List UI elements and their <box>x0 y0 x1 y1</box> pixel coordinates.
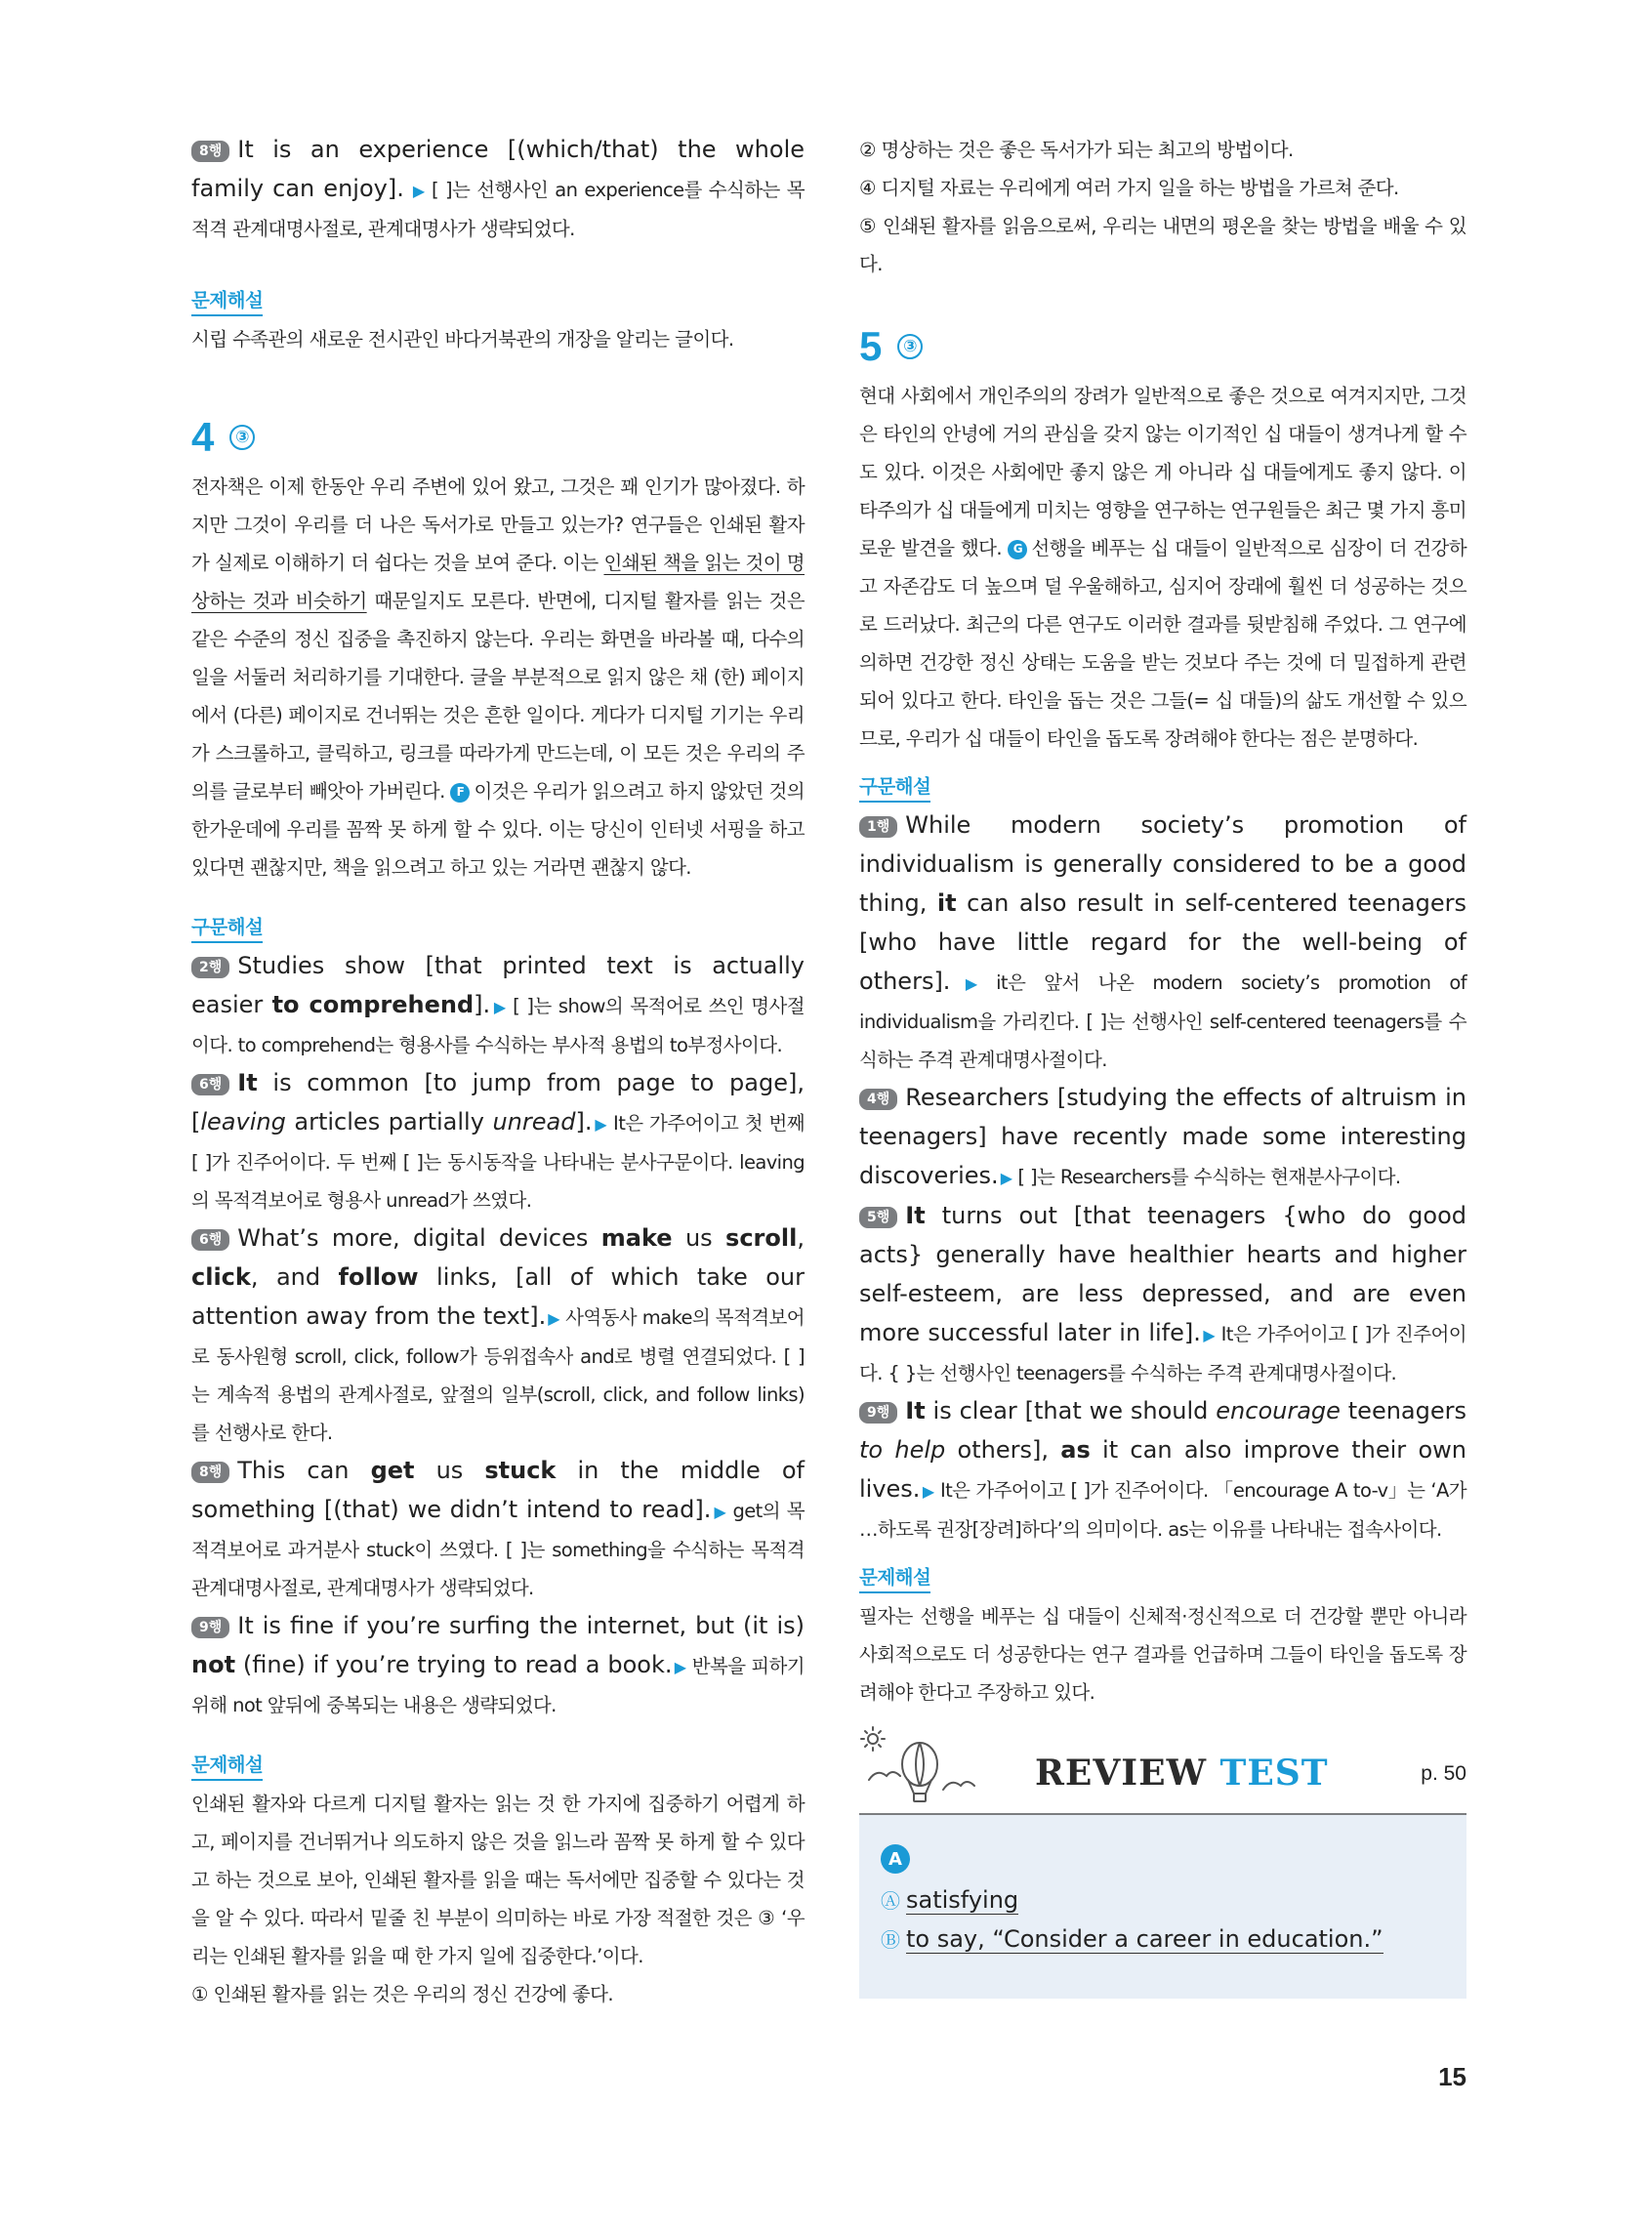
translation-paragraph <box>859 377 1466 758</box>
syntax-english: us <box>672 1224 726 1252</box>
arrow-icon: ▶ <box>674 1658 686 1676</box>
syntax-bold: make <box>600 1224 673 1252</box>
syntax-bold: it <box>936 889 957 917</box>
line-tag: 6행 <box>191 1229 229 1251</box>
syntax-item <box>859 1079 1466 1197</box>
section-title: 문제해설 <box>191 1752 263 1781</box>
left-column <box>191 131 805 2013</box>
underlined-phrase: 인쇄된 책을 읽는 것이 명상하는 것과 비슷하기 <box>191 552 805 612</box>
hot-air-balloon-icon <box>859 1725 986 1809</box>
line-tag: 8행 <box>191 141 229 162</box>
syntax-bold: as <box>1060 1436 1091 1464</box>
answer-circle: ③ <box>897 334 923 359</box>
syntax-italic: encourage <box>1216 1397 1341 1424</box>
problem-text: 필자는 선행을 베푸는 십 대들이 신체적·정신적으로 더 건강할 뿐만 아니라 사회적으로도 더 성공한다는 연구 결과를 언급하며 그들이 타인을 돕도록 장려해야 한다고 주장하고 있다. <box>859 1605 1466 1704</box>
arrow-icon: ▶ <box>1000 1169 1012 1187</box>
syntax-item <box>191 1064 805 1219</box>
section-title: 문제해설 <box>859 1564 930 1593</box>
option-item: ② 명상하는 것은 좋은 독서가가 되는 최고의 방법이다. <box>859 139 1294 161</box>
arrow-icon: ▶ <box>594 1115 608 1134</box>
line-tag: 1행 <box>859 816 897 838</box>
syntax-english: is clear [that we should <box>925 1397 1217 1424</box>
review-test-header <box>859 1725 1466 1815</box>
syntax-bold: It <box>905 1397 926 1424</box>
syntax-english: turns out [that teenagers {who do good acts} generally have healthier hearts and higher self-esteem, are less depressed, and are even more successful later in life]. <box>859 1202 1466 1346</box>
syntax-english: ]. <box>575 1108 593 1135</box>
syntax-korean: [ ]는 show의 목적어로 쓰인 명사절이다. to comprehend는 형용사를 수식하는 부사적 용법의 to부정사이다. <box>191 995 805 1056</box>
review-answer-box <box>859 1815 1466 1999</box>
intro-english: It is an experience [(which/that) the whole family can enjoy]. <box>191 136 805 202</box>
syntax-item <box>191 1452 805 1607</box>
answer-value: to say, “Consider a career in education.” <box>906 1925 1384 1953</box>
syntax-english: us <box>414 1457 485 1484</box>
translation-text: 때문일지도 모른다. 반면에, 디지털 활자를 읽는 것은 같은 수준의 정신 집중을 촉진하지 않는다. 우리는 화면을 바라볼 때, 다수의 일을 서둘러 처리하기를 기대한다. 글을 부분적으로 읽지 않은 채 (한) 페이지에서 (다른) 페이지로 건너뛰는 것은 흔한 일이다. 게다가 디지털 기기는 우리가 스크롤하고, 클릭하고, 링크를 따라가게 만드는데, 이 모든 것은 우리의 주의를 글로부터 빼앗아 가버린다. <box>191 590 805 803</box>
line-tag: 9행 <box>859 1402 897 1424</box>
syntax-item <box>859 1392 1466 1548</box>
syntax-english: , and <box>250 1263 339 1291</box>
syntax-korean: It은 가주어이고 [ ]가 진주어이다. 「encourage A to-v」는 ‘A가 …하도록 권장[장려]하다’의 의미이다. as는 이유를 나타내는 접속사이다. <box>859 1479 1466 1541</box>
arrow-icon: ▶ <box>922 1482 934 1501</box>
translation-paragraph <box>191 468 805 887</box>
syntax-bold: not <box>191 1651 236 1678</box>
arrow-icon: ▶ <box>548 1309 560 1328</box>
syntax-korean: 사역동사 make의 목적격보어로 동사원형 scroll, click, follow가 등위접속사 and로 병렬 연결되었다. [ ]는 계속적 용법의 관계사절로, 앞절의 일부(scroll, click, and follow links)를 선행사로 한다. <box>191 1306 805 1444</box>
problem-text: 시립 수족관의 새로운 전시관인 바다거북관의 개장을 알리는 글이다. <box>191 328 734 351</box>
syntax-english: Studies show [that printed text is actually easier <box>191 952 805 1018</box>
translation-text: 현대 사회에서 개인주의의 장려가 일반적으로 좋은 것으로 여겨지지만, 그것은 타인의 안녕에 거의 관심을 갖지 않는 이기적인 십 대들이 생겨나게 할 수도 있다. 이것은 사회에만 좋지 않은 게 아니라 십 대들에게도 좋지 않다. 이타주의가 십 대들에게 미치는 영향을 연구하는 연구원들은 최근 몇 가지 흥미로운 발견을 했다. <box>859 385 1466 559</box>
syntax-english: While modern society’s promotion of individualism is generally considered to be a good thing, <box>859 811 1466 917</box>
section-title: 구문해설 <box>859 773 930 803</box>
syntax-item <box>191 1607 805 1724</box>
question-header <box>859 322 1466 371</box>
syntax-english: , <box>797 1224 805 1252</box>
section-title: 문제해설 <box>191 287 263 316</box>
arrow-icon: ▶ <box>952 974 991 993</box>
syntax-item <box>191 1219 805 1452</box>
badge-g: G <box>1008 540 1027 559</box>
syntax-english: What’s more, digital devices <box>237 1224 601 1252</box>
badge-f: F <box>450 783 470 803</box>
syntax-english: in the middle of something [(that) we didn’t intend to read]. <box>191 1457 805 1523</box>
syntax-english: ]. <box>474 991 491 1018</box>
line-tag: 2행 <box>191 957 229 978</box>
section-a-badge: A <box>881 1844 910 1874</box>
syntax-korean: It은 가주어이고 [ ]가 진주어이다. { }는 선행사인 teenagers를 수식하는 주격 관계대명사절이다. <box>859 1323 1467 1384</box>
syntax-english: It is fine if you’re surfing the internet, but (it is) <box>237 1612 805 1639</box>
option-item: ① 인쇄된 활자를 읽는 것은 우리의 정신 건강에 좋다. <box>191 1983 614 2005</box>
syntax-bold: get <box>370 1457 415 1484</box>
arrow-icon: ▶ <box>492 998 508 1016</box>
syntax-item <box>859 1197 1466 1392</box>
syntax-english: can also result in self-centered teenagers [who have little regard for the well-being of others]. <box>859 889 1466 995</box>
syntax-english: links, [all of which take our attention away from the text]. <box>191 1263 805 1330</box>
answer-line <box>881 1881 1445 1920</box>
answer-line <box>881 1920 1445 1960</box>
line-tag: 6행 <box>191 1074 229 1095</box>
right-column <box>859 131 1466 1999</box>
translation-text: 전자책은 이제 한동안 우리 주변에 있어 왔고, 그것은 꽤 인기가 많아졌다. 하지만 그것이 우리를 더 나은 독서가로 만들고 있는가? 연구들은 인쇄된 활자가 실제로 이해하기 더 쉽다는 것을 보여 준다. 이는 <box>191 475 805 574</box>
question-header <box>191 413 805 462</box>
answer-value: satisfying <box>906 1886 1019 1914</box>
syntax-english: articles partially <box>285 1108 493 1135</box>
line-tag: 9행 <box>191 1617 229 1638</box>
intro-syntax <box>191 131 805 248</box>
option-item: ④ 디지털 자료는 우리에게 여러 가지 일을 하는 방법을 가르쳐 준다. <box>859 177 1399 199</box>
syntax-bold: scroll <box>725 1224 798 1252</box>
syntax-english: (fine) if you’re trying to read a book. <box>235 1651 673 1678</box>
syntax-english: it can also improve their own lives. <box>859 1436 1466 1503</box>
answer-label: Ⓑ <box>881 1928 900 1952</box>
line-tag: 4행 <box>859 1089 897 1110</box>
syntax-bold: It <box>237 1069 258 1096</box>
syntax-bold: It <box>905 1202 926 1229</box>
syntax-korean: it은 앞서 나온 modern society’s promotion of individualism을 가리킨다. [ ]는 선행사인 self-centered teenagers를 수식하는 주격 관계대명사절이다. <box>859 971 1466 1071</box>
syntax-korean: get의 목적격보어로 과거분사 stuck이 쓰였다. [ ]는 something을 수식하는 목적격 관계대명사절로, 관계대명사가 생략되었다. <box>191 1500 805 1599</box>
page-number: 15 <box>1438 2062 1466 2091</box>
intro-korean: [ ]는 선행사인 an experience를 수식하는 목적격 관계대명사절로, 관계대명사가 생략되었다. <box>191 179 805 240</box>
answer-label: Ⓐ <box>881 1889 900 1913</box>
answer-circle: ③ <box>229 425 255 450</box>
syntax-english: others], <box>945 1436 1061 1464</box>
syntax-bold: to comprehend <box>271 991 475 1018</box>
syntax-bold: click <box>191 1263 251 1291</box>
question-number: 4 <box>191 414 215 460</box>
problem-text: 인쇄된 활자와 다르게 디지털 활자는 읽는 것 한 가지에 집중하기 어렵게 하고, 페이지를 건너뛰거나 의도하지 않은 것을 읽느라 꼼짝 못 하게 할 수 있다고 하는 것으로 보아, 인쇄된 활자를 읽을 때는 독서에만 집중할 수 있다는 것을 알 수 있다. 따라서 밑줄 친 부분이 의미하는 바로 가장 적절한 것은 ③ ‘우리는 인쇄된 활자를 읽을 때 한 가지 일에 집중한다.’이다. <box>191 1793 805 1967</box>
review-test-title <box>1035 1753 1329 1794</box>
syntax-korean: [ ]는 Researchers를 수식하는 현재분사구이다. <box>1017 1166 1401 1188</box>
syntax-english: is common [to jump from page to page], [ <box>191 1069 805 1135</box>
review-title-word: REVIEW <box>1035 1753 1207 1794</box>
line-tag: 5행 <box>859 1207 897 1228</box>
arrow-icon: ▶ <box>412 182 426 200</box>
translation-text: 이것은 우리가 읽으려고 하지 않았던 것의 한가운데에 우리를 꼼짝 못 하게 할 수 있다. 이는 당신이 인터넷 서핑을 하고 있다면 괜찮지만, 책을 읽으려고 하고 있는 거라면 괜찮지 않다. <box>191 780 805 879</box>
test-title-word: TEST <box>1219 1753 1329 1794</box>
arrow-icon: ▶ <box>713 1503 727 1521</box>
syntax-item <box>859 806 1466 1079</box>
translation-text: 선행을 베푸는 십 대들이 일반적으로 심장이 더 건강하고 자존감도 더 높으며 덜 우울해하고, 심지어 장래에 훨씬 더 성공하는 것으로 드러났다. 최근의 다른 연구도 이러한 결과를 뒷받침해 주었다. 그 연구에 의하면 건강한 정신 상태는 도움을 받는 것보다 주는 것에 더 밀접하게 관련되어 있다고 한다. 타인을 돕는 것은 그들(= 십 대들)의 삶도 개선할 수 있으므로, 우리가 십 대들이 타인을 돕도록 장려해야 한다는 점은 분명하다. <box>859 537 1467 750</box>
arrow-icon: ▶ <box>1202 1326 1216 1344</box>
syntax-korean: It은 가주어이고 첫 번째 [ ]가 진주어이다. 두 번째 [ ]는 동시동작을 나타내는 분사구문이다. leaving의 목적격보어로 형용사 unread가 쓰였다. <box>191 1112 805 1212</box>
syntax-english: teenagers <box>1340 1397 1467 1424</box>
review-page-ref: p. 50 <box>1421 1762 1466 1785</box>
syntax-bold: stuck <box>484 1457 557 1484</box>
option-item: ⑤ 인쇄된 활자를 읽음으로써, 우리는 내면의 평온을 찾는 방법을 배울 수 있다. <box>859 215 1466 275</box>
syntax-italic: leaving <box>200 1108 286 1135</box>
syntax-korean: 반복을 피하기 위해 not 앞뒤에 중복되는 내용은 생략되었다. <box>191 1655 805 1716</box>
syntax-italic: unread <box>492 1108 576 1135</box>
line-tag: 8행 <box>191 1462 229 1483</box>
syntax-item <box>191 947 805 1064</box>
syntax-bold: follow <box>338 1263 419 1291</box>
section-title: 구문해설 <box>191 914 263 943</box>
syntax-english: This can <box>237 1457 371 1484</box>
question-number: 5 <box>859 323 883 369</box>
syntax-italic: to help <box>859 1436 946 1464</box>
syntax-english: Researchers [studying the effects of altruism in teenagers] have recently made some interesting discoveries. <box>859 1084 1466 1189</box>
